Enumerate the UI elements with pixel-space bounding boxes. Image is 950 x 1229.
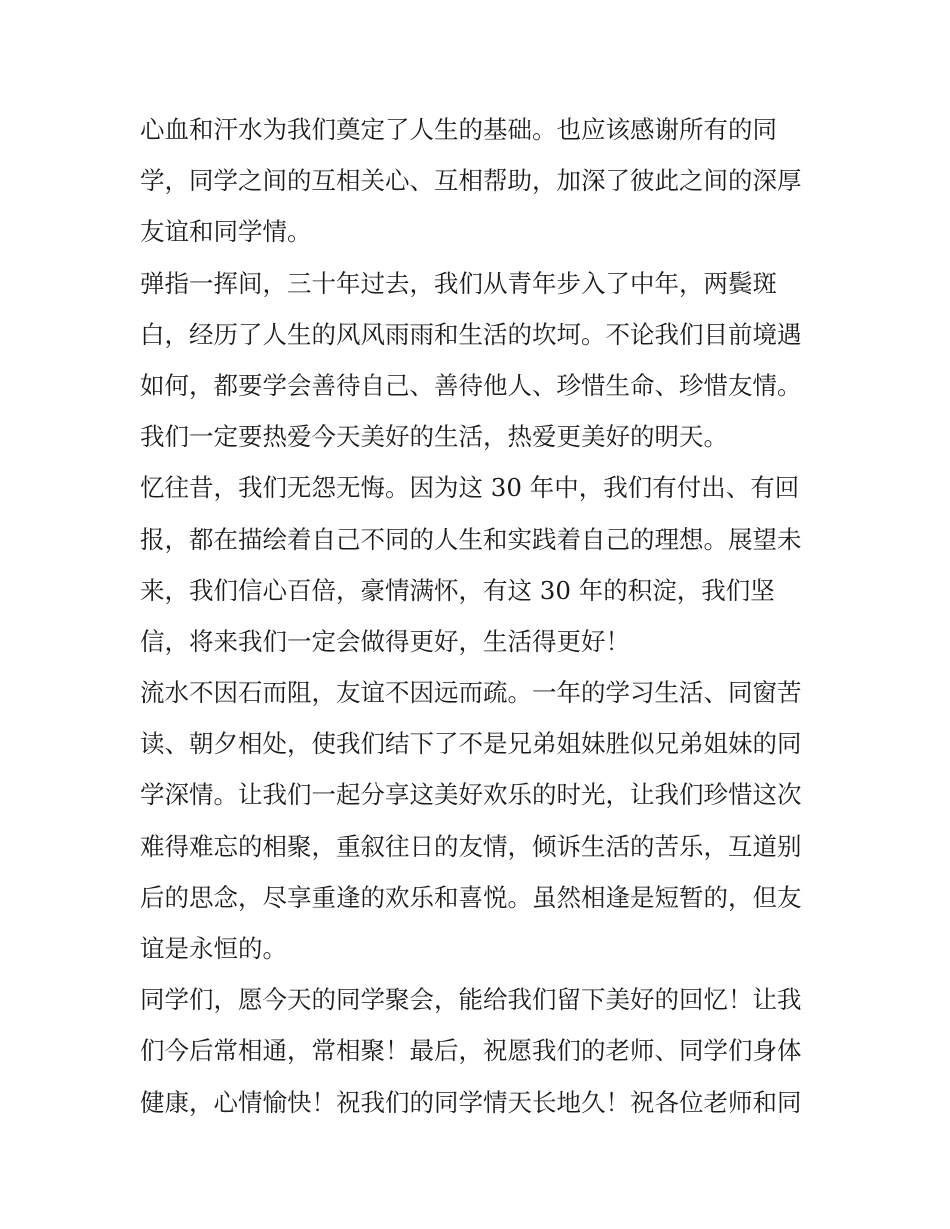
text-line: 来，我们信心百倍，豪情满怀，有这 30 年的积淀，我们坚 xyxy=(140,575,775,605)
text-line: 我们一定要热爱今天美好的生活，热爱更美好的明天。 xyxy=(140,422,728,452)
text-line: 健康，心情愉快！祝我们的同学情天长地久！祝各位老师和同 xyxy=(140,1087,802,1117)
text-line: 同学们，愿今天的同学聚会，能给我们留下美好的回忆！让我 xyxy=(140,985,802,1015)
text-line: 难得难忘的相聚，重叙往日的友情，倾诉生活的苦乐，互道别 xyxy=(140,831,802,861)
text-line: 学，同学之间的互相关心、互相帮助，加深了彼此之间的深厚 xyxy=(140,166,802,196)
text-line: 们今后常相通，常相聚！最后，祝愿我们的老师、同学们身体 xyxy=(140,1036,802,1066)
text-line: 学深情。让我们一起分享这美好欢乐的时光，让我们珍惜这次 xyxy=(140,780,802,810)
text-line: 报，都在描绘着自己不同的人生和实践着自己的理想。展望未 xyxy=(140,524,802,554)
body-text xyxy=(140,104,815,1128)
text-line: 弹指一挥间，三十年过去，我们从青年步入了中年，两鬓斑 xyxy=(140,268,777,298)
text-line: 友谊和同学情。 xyxy=(140,217,312,247)
text-line: 白，经历了人生的风风雨雨和生活的坎坷。不论我们目前境遇 xyxy=(140,319,802,349)
text-line: 如何，都要学会善待自己、善待他人、珍惜生命、珍惜友情。 xyxy=(140,370,802,400)
text-line: 读、朝夕相处，使我们结下了不是兄弟姐妹胜似兄弟姐妹的同 xyxy=(140,729,802,759)
text-line: 后的思念，尽享重逢的欢乐和喜悦。虽然相逢是短暂的，但友 xyxy=(140,882,802,912)
text-line: 信，将来我们一定会做得更好，生活得更好！ xyxy=(140,626,630,656)
text-line: 心血和汗水为我们奠定了人生的基础。也应该感谢所有的同 xyxy=(140,115,777,144)
text-line: 流水不因石而阻，友谊不因远而疏。一年的学习生活、同窗苦 xyxy=(140,678,802,708)
text-line: 谊是永恒的。 xyxy=(140,934,287,963)
text-line: 忆往昔，我们无怨无悔。因为这 30 年中，我们有付出、有回 xyxy=(140,473,800,503)
